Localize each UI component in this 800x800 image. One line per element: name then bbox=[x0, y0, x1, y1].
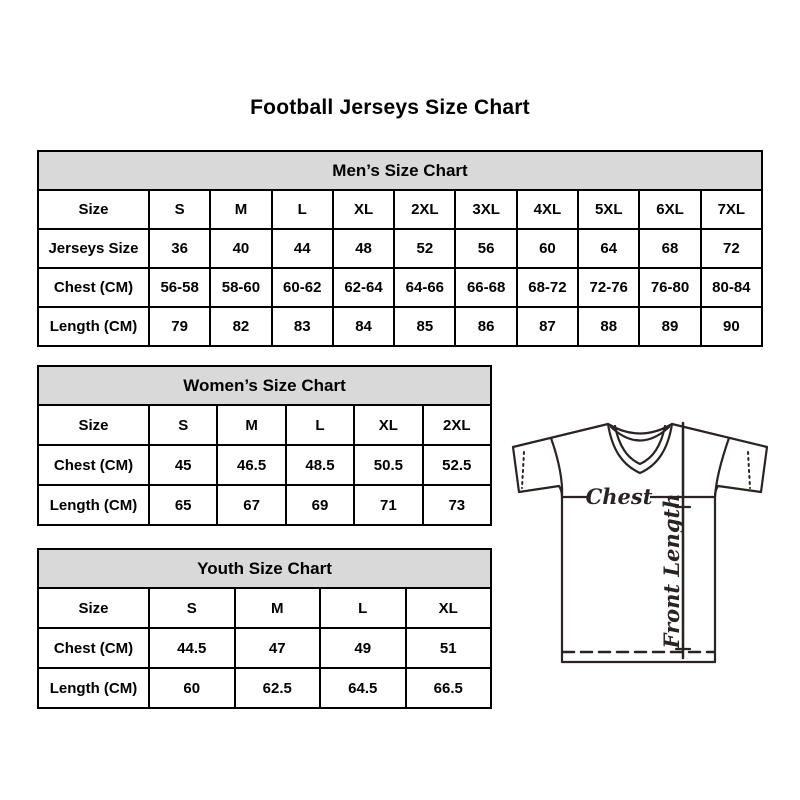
value-cell: 69 bbox=[286, 485, 354, 525]
value-cell: XL bbox=[354, 405, 422, 445]
youth-size-chart-section bbox=[37, 548, 492, 709]
value-cell: 60-62 bbox=[272, 268, 333, 307]
value-cell: L bbox=[320, 588, 406, 628]
value-cell: 51 bbox=[406, 628, 492, 668]
value-cell: 56 bbox=[455, 229, 516, 268]
value-cell: L bbox=[272, 190, 333, 229]
value-cell: 90 bbox=[701, 307, 762, 346]
row-label-cell: Jerseys Size bbox=[38, 229, 149, 268]
value-cell: M bbox=[210, 190, 271, 229]
mens-size-chart-section bbox=[37, 150, 763, 347]
jersey-diagram-svg bbox=[500, 403, 772, 671]
value-cell: 40 bbox=[210, 229, 271, 268]
table-title: Men’s Size Chart bbox=[38, 151, 762, 190]
womens-size-chart-section bbox=[37, 365, 492, 526]
value-cell: 89 bbox=[639, 307, 700, 346]
page-title: Football Jerseys Size Chart bbox=[250, 96, 530, 119]
value-cell: 2XL bbox=[423, 405, 491, 445]
table-row bbox=[38, 485, 491, 525]
value-cell: 64 bbox=[578, 229, 639, 268]
value-cell: 52 bbox=[394, 229, 455, 268]
value-cell: 44.5 bbox=[149, 628, 235, 668]
table-row bbox=[38, 405, 491, 445]
table-row bbox=[38, 628, 491, 668]
table-title: Youth Size Chart bbox=[38, 549, 491, 588]
value-cell: 46.5 bbox=[217, 445, 285, 485]
value-cell: 60 bbox=[149, 668, 235, 708]
table-title-row bbox=[38, 151, 762, 190]
value-cell: 86 bbox=[455, 307, 516, 346]
value-cell: 79 bbox=[149, 307, 210, 346]
row-label-cell: Chest (CM) bbox=[38, 268, 149, 307]
value-cell: 64.5 bbox=[320, 668, 406, 708]
value-cell: 85 bbox=[394, 307, 455, 346]
value-cell: 5XL bbox=[578, 190, 639, 229]
value-cell: 66.5 bbox=[406, 668, 492, 708]
table-row bbox=[38, 268, 762, 307]
jersey-measurement-diagram bbox=[500, 403, 772, 671]
right-cuff-stitch-line bbox=[748, 452, 750, 488]
row-label-cell: Length (CM) bbox=[38, 307, 149, 346]
table-title-row bbox=[38, 366, 491, 405]
row-label-cell: Chest (CM) bbox=[38, 445, 149, 485]
value-cell: 3XL bbox=[455, 190, 516, 229]
value-cell: 80-84 bbox=[701, 268, 762, 307]
value-cell: 6XL bbox=[639, 190, 700, 229]
front-length-label: Front Length bbox=[659, 493, 684, 649]
value-cell: L bbox=[286, 405, 354, 445]
value-cell: 73 bbox=[423, 485, 491, 525]
value-cell: 7XL bbox=[701, 190, 762, 229]
value-cell: S bbox=[149, 405, 217, 445]
value-cell: 68-72 bbox=[517, 268, 578, 307]
value-cell: 47 bbox=[235, 628, 321, 668]
table-row bbox=[38, 668, 491, 708]
value-cell: 58-60 bbox=[210, 268, 271, 307]
row-label-cell: Size bbox=[38, 405, 149, 445]
table-title: Women’s Size Chart bbox=[38, 366, 491, 405]
mens-size-table bbox=[37, 150, 763, 347]
jersey-outline bbox=[513, 424, 767, 662]
value-cell: 65 bbox=[149, 485, 217, 525]
value-cell: 72 bbox=[701, 229, 762, 268]
value-cell: M bbox=[217, 405, 285, 445]
value-cell: 71 bbox=[354, 485, 422, 525]
value-cell: 48 bbox=[333, 229, 394, 268]
row-label-cell: Length (CM) bbox=[38, 668, 149, 708]
left-cuff-stitch-line bbox=[522, 452, 524, 488]
value-cell: 87 bbox=[517, 307, 578, 346]
row-label-cell: Size bbox=[38, 190, 149, 229]
value-cell: 44 bbox=[272, 229, 333, 268]
value-cell: 76-80 bbox=[639, 268, 700, 307]
table-row bbox=[38, 190, 762, 229]
value-cell: 82 bbox=[210, 307, 271, 346]
value-cell: 62-64 bbox=[333, 268, 394, 307]
value-cell: 68 bbox=[639, 229, 700, 268]
chest-label: Chest bbox=[585, 484, 653, 509]
row-label-cell: Size bbox=[38, 588, 149, 628]
value-cell: 36 bbox=[149, 229, 210, 268]
table-row bbox=[38, 229, 762, 268]
row-label-cell: Length (CM) bbox=[38, 485, 149, 525]
value-cell: M bbox=[235, 588, 321, 628]
value-cell: 50.5 bbox=[354, 445, 422, 485]
youth-size-table bbox=[37, 548, 492, 709]
table-row bbox=[38, 307, 762, 346]
value-cell: 49 bbox=[320, 628, 406, 668]
womens-size-table bbox=[37, 365, 492, 526]
value-cell: 66-68 bbox=[455, 268, 516, 307]
value-cell: 45 bbox=[149, 445, 217, 485]
table-row bbox=[38, 588, 491, 628]
value-cell: 48.5 bbox=[286, 445, 354, 485]
value-cell: 60 bbox=[517, 229, 578, 268]
value-cell: 2XL bbox=[394, 190, 455, 229]
value-cell: 64-66 bbox=[394, 268, 455, 307]
value-cell: S bbox=[149, 190, 210, 229]
value-cell: 52.5 bbox=[423, 445, 491, 485]
value-cell: S bbox=[149, 588, 235, 628]
value-cell: XL bbox=[333, 190, 394, 229]
value-cell: 62.5 bbox=[235, 668, 321, 708]
row-label-cell: Chest (CM) bbox=[38, 628, 149, 668]
table-title-row bbox=[38, 549, 491, 588]
value-cell: 83 bbox=[272, 307, 333, 346]
value-cell: 84 bbox=[333, 307, 394, 346]
value-cell: XL bbox=[406, 588, 492, 628]
value-cell: 88 bbox=[578, 307, 639, 346]
table-row bbox=[38, 445, 491, 485]
value-cell: 4XL bbox=[517, 190, 578, 229]
value-cell: 56-58 bbox=[149, 268, 210, 307]
value-cell: 72-76 bbox=[578, 268, 639, 307]
value-cell: 67 bbox=[217, 485, 285, 525]
